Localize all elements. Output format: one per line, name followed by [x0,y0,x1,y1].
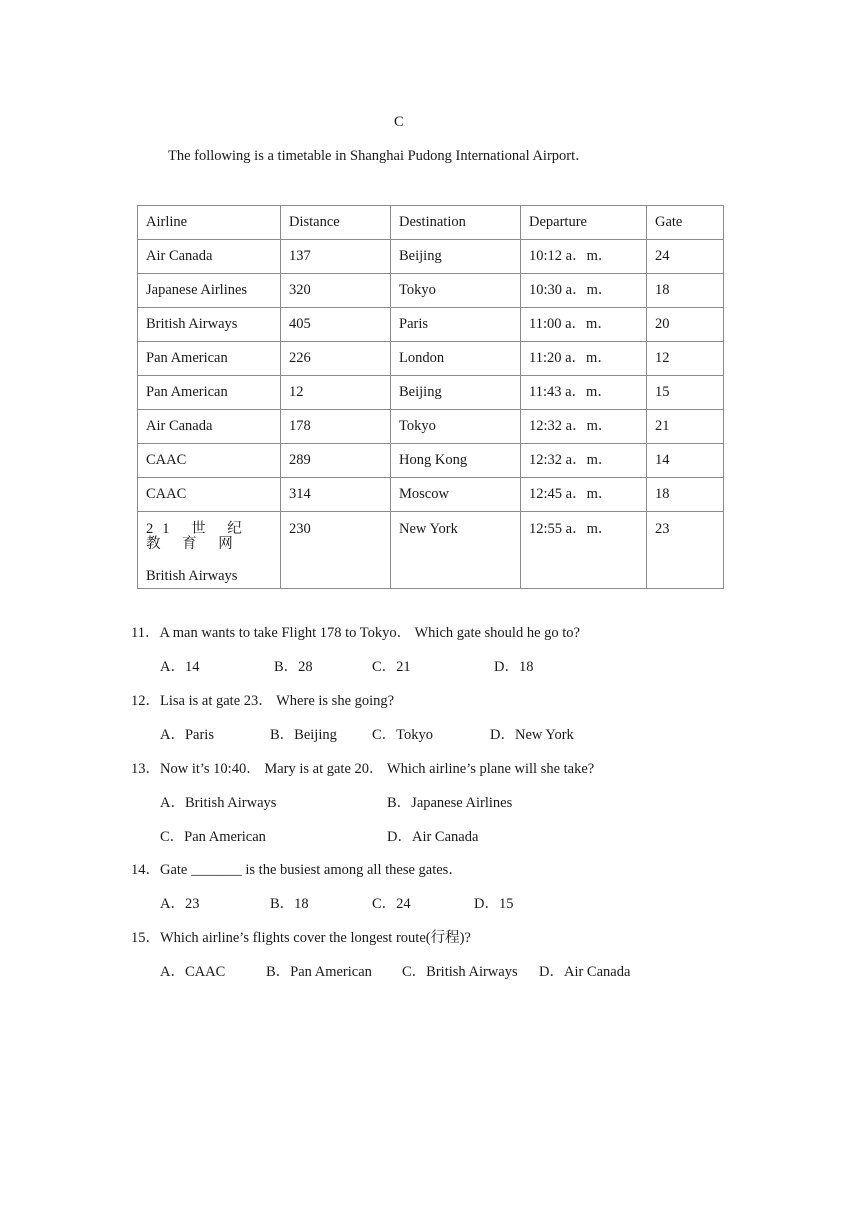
table-row [138,308,724,342]
table-header-row [138,206,724,240]
cell-distance: 230 [281,512,391,589]
cell-gate: 20 [647,308,724,342]
table-row [138,444,724,478]
cell-destination: New York [391,512,521,589]
header-gate: Gate [647,206,724,240]
cell-airline: Air Canada [138,410,281,444]
cell-departure: 12:45 a．m． [521,478,647,512]
option-a: A．Paris [160,727,214,743]
option-d: D．New York [490,727,574,743]
cell-gate: 18 [647,478,724,512]
cell-gate: 12 [647,342,724,376]
table-row [138,512,724,589]
timetable [137,205,724,589]
header-departure: Departure [521,206,647,240]
cell-gate: 23 [647,512,724,589]
option-d: D．Air Canada [387,829,479,845]
question-15: 15．Which airline’s flights cover the longest route(行程)? [131,930,471,946]
cell-airline: British Airways [138,308,281,342]
cell-destination: London [391,342,521,376]
cell-distance: 405 [281,308,391,342]
intro-text: The following is a timetable in Shanghai Pudong International Airport． [168,148,590,164]
table-row [138,274,724,308]
cell-gate: 21 [647,410,724,444]
cell-destination: Tokyo [391,274,521,308]
table-row [138,240,724,274]
cell-airline: Japanese Airlines [138,274,281,308]
cell-gate: 18 [647,274,724,308]
cell-departure: 11:20 a．m． [521,342,647,376]
option-d: D．Air Canada [539,964,631,980]
option-b: B．Pan American [266,964,372,980]
option-c: C．21 [372,659,411,675]
header-airline: Airline [138,206,281,240]
cell-airline-name: British Airways [146,568,238,584]
watermark-text: 21 世 纪 教 育 网 [146,521,251,552]
cell-gate: 24 [647,240,724,274]
option-b: B．18 [270,896,309,912]
cell-departure: 12:55 a．m． [521,512,647,589]
cell-gate: 15 [647,376,724,410]
option-a: A．British Airways [160,795,277,811]
table-row [138,342,724,376]
cell-distance: 226 [281,342,391,376]
option-a: A．CAAC [160,964,226,980]
question-14: 14．Gate _______ is the busiest among all these gates． [131,862,463,878]
cell-airline: CAAC [138,444,281,478]
cell-distance: 314 [281,478,391,512]
option-c: C．Pan American [160,829,266,845]
cell-airline: CAAC [138,478,281,512]
cell-distance: 12 [281,376,391,410]
cell-destination: Hong Kong [391,444,521,478]
cell-departure: 10:30 a．m． [521,274,647,308]
cell-distance: 178 [281,410,391,444]
cell-departure: 12:32 a．m． [521,444,647,478]
option-a: A．23 [160,896,200,912]
question-13: 13．Now it’s 10:40． Mary is at gate 20． Which airline’s plane will she take? [131,761,595,777]
cell-gate: 14 [647,444,724,478]
cell-departure: 11:43 a．m． [521,376,647,410]
cell-airline: Pan American [138,376,281,410]
option-b: B．Japanese Airlines [387,795,513,811]
cell-departure: 10:12 a．m． [521,240,647,274]
header-distance: Distance [281,206,391,240]
question-12: 12．Lisa is at gate 23． Where is she going? [131,693,395,709]
table-row [138,478,724,512]
cell-destination: Beijing [391,376,521,410]
option-d: D．18 [494,659,534,675]
question-11: 11．A man wants to take Flight 178 to Tokyo． Which gate should he go to? [131,625,580,641]
section-letter: C [394,114,404,130]
table-row [138,376,724,410]
cell-distance: 289 [281,444,391,478]
option-c: C．British Airways [402,964,518,980]
cell-airline [138,512,281,589]
option-b: B．Beijing [270,727,337,743]
table-row [138,410,724,444]
cell-destination: Paris [391,308,521,342]
option-b: B．28 [274,659,313,675]
cell-airline: Pan American [138,342,281,376]
option-c: C．24 [372,896,411,912]
cell-distance: 137 [281,240,391,274]
header-destination: Destination [391,206,521,240]
option-a: A．14 [160,659,200,675]
cell-departure: 12:32 a．m． [521,410,647,444]
option-c: C．Tokyo [372,727,434,743]
cell-destination: Moscow [391,478,521,512]
option-d: D．15 [474,896,514,912]
cell-destination: Tokyo [391,410,521,444]
cell-destination: Beijing [391,240,521,274]
cell-departure: 11:00 a．m． [521,308,647,342]
cell-airline: Air Canada [138,240,281,274]
cell-distance: 320 [281,274,391,308]
